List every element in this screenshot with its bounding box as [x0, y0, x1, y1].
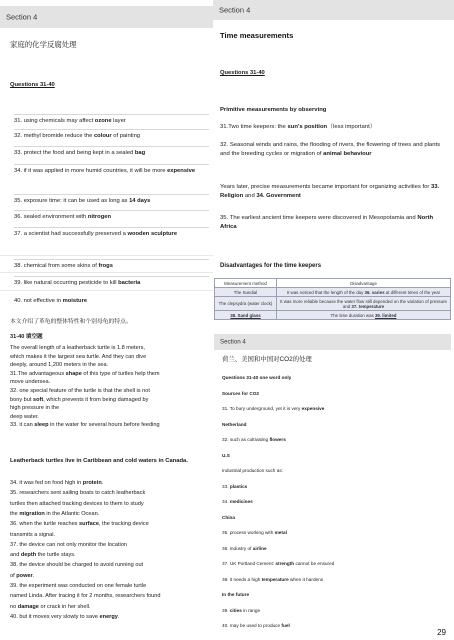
row-divider: [14, 129, 209, 130]
caribbean-line: of power.: [10, 572, 35, 579]
turtle-line: 32. one special feature of the turtle is that the shell is not: [10, 388, 150, 394]
paragraph-32: 32. Seasonal winds and rains, the flooding of rivers, the flowering of trees and plants and the breeding cycles or migration of animal behaviour: [220, 142, 441, 158]
turtle-intro: 本文介绍了革龟的整体特性和个别母龟的特点。: [10, 319, 132, 325]
co2-list-item: 39. cities in range: [222, 607, 261, 613]
row-divider: [14, 114, 209, 115]
section-header-bar-right: [213, 0, 454, 20]
paragraph-years: Years later, precise measurements became important for organizing activities for 33. Religion and 34. Government: [220, 184, 440, 200]
co2-list-item: Sources for CO2: [222, 390, 259, 396]
caribbean-line: 34. it was fed on food high in protein.: [10, 480, 104, 486]
caribbean-line: 39. the experiment was conducted on one female turtle: [10, 583, 147, 589]
row-divider: [14, 164, 209, 165]
disadvantages-table: [214, 278, 451, 320]
caribbean-line: and depth the turtle stays.: [10, 552, 76, 559]
co2-list-item: Industrial production such as:: [222, 468, 283, 473]
page-title: 家庭的化学反腐处理: [10, 40, 77, 49]
question-item: 38. chemical from some skins of frogs: [14, 263, 113, 269]
paragraph-31: 31.Two time keepers: the sun's position（less important）: [220, 124, 376, 130]
co2-list-item: 36. industry of airline: [222, 545, 267, 551]
turtle-line: move undersea.: [10, 379, 51, 386]
page-number: 29: [437, 628, 446, 637]
table-row: [215, 311, 451, 320]
table-cell-method: The Sundial: [215, 288, 277, 297]
time-measurements-title: Time measurements: [220, 31, 294, 40]
row-divider: [0, 290, 213, 291]
turtle-line: 33. it can sleep in the water for several hours before feeding: [10, 422, 160, 429]
co2-list-item: 35. process working with metal: [222, 530, 287, 535]
row-divider: [14, 259, 209, 260]
caribbean-line: 35. researchers sent sailing boats to catch leatherback: [10, 490, 146, 497]
table-header-row: [215, 279, 451, 288]
table-header-method: Measurement method: [215, 279, 277, 288]
co2-section-bar: [214, 334, 451, 350]
caribbean-line: 37. the device can not only monitor the location: [10, 541, 127, 548]
section-label-right: Section 4: [219, 5, 251, 15]
table-row: [215, 297, 451, 311]
turtle-line: 31.The advantageous shape of this type of turtles help them: [10, 370, 160, 377]
co2-list-item: 37. UK Portland Cement: strength cannot be ensured: [222, 561, 335, 566]
turtle-line: deep water.: [10, 413, 39, 420]
table-cell-disadvantage: The time duration was 39. limited: [277, 311, 451, 320]
question-item: 39. like natural occurring pesticide to kill bacteria: [14, 280, 141, 286]
question-item: 32. methyl bromide reduce the colour of painting: [14, 133, 141, 139]
caribbean-line: 36. when the turtle reaches surface, the tracking device: [10, 521, 149, 528]
caribbean-line: transmits a signal.: [10, 531, 56, 538]
co2-list-item: 32. such as cultivating flowers: [222, 437, 286, 442]
co2-list-item: 33. plastics: [222, 483, 248, 489]
caribbean-line: the migration in the Atlantic Ocean.: [10, 510, 100, 517]
question-item: 40. not effective in moisture: [14, 298, 88, 304]
co2-list-item: 38. it needs a high temperature when it hardens: [222, 576, 324, 582]
row-divider: [14, 210, 209, 211]
co2-list-item: 31. To bury underground, yet it is very expensive: [222, 406, 325, 411]
question-item: 35. exposure time: it can be used as long as 14 days: [14, 198, 151, 204]
caribbean-line: 40. but it moves very slowly to save energy.: [10, 613, 120, 620]
caribbean-heading: Leatherback turtles live in Caribbean and cold waters in Canada.: [10, 458, 188, 464]
co2-title: 荷兰、美国和中国对CO2的处理: [222, 356, 312, 363]
co2-list-item: Questions 31-40 one word only: [222, 375, 292, 380]
co2-list-item: 40. may be used to produce fuel: [222, 623, 290, 628]
question-item: 37. a scientist had successfully preserved a wooden sculpture: [14, 231, 178, 237]
question-item: 33. protect the food and being kept in a sealed bag: [14, 150, 146, 156]
row-divider: [14, 194, 209, 195]
turtle-line: high pressure in the: [10, 405, 60, 412]
question-item: 31. using chemicals may affect ozone layer: [14, 118, 126, 124]
co2-list-item: Netherland: [222, 421, 247, 427]
row-divider: [14, 227, 209, 228]
turtle-line: bony but soft, which prevents it from being damaged by: [10, 396, 149, 403]
table-header-disadvantage: Disadvantage: [277, 279, 451, 288]
table-cell-disadvantage: It was more reliable because the water flow still depended on the variation of pressure and 37. temperature: [277, 297, 451, 311]
turtle-line: The overall length of a leatherback turtle is 1.8 meters,: [10, 345, 145, 351]
disadvantages-heading: Disadvantages for the time keepers: [220, 263, 322, 269]
co2-list-item: China: [222, 514, 236, 520]
caribbean-line: no damage or crack in her shell.: [10, 603, 91, 610]
table-cell-method: 38. Sand glass: [215, 311, 277, 320]
co2-list-item: 34. medicines: [222, 499, 253, 504]
question-item: 36. sealed environment with nitrogen: [14, 214, 111, 220]
caribbean-line: 38. the device should be charged to avoid running out: [10, 562, 144, 569]
caribbean-line: named Linda. After tracing it for 2 months, researchers found: [10, 593, 161, 600]
row-divider: [0, 272, 213, 273]
co2-list-item: In the future: [222, 592, 250, 597]
questions-heading-right: Questions 31-40: [220, 70, 265, 76]
section-header-bar: [0, 6, 213, 28]
table-cell-disadvantage: It was noticed that the length of the day 36. varies at different times of the year: [277, 288, 451, 297]
table-row: [215, 288, 451, 297]
turtle-line: deeply, around 1,200 meters in the sea.: [10, 362, 109, 369]
row-divider: [14, 146, 209, 147]
left-column: [0, 0, 213, 640]
row-divider: [14, 276, 209, 277]
caribbean-line: turtles then attached tracking devices to them to study: [10, 500, 144, 507]
table-cell-method: The clepsydra (water clock): [215, 297, 277, 311]
co2-section-label: Section 4: [220, 338, 246, 346]
co2-list-item: U.S: [222, 452, 230, 458]
co2-section-panel: [214, 322, 451, 640]
section-label: Section 4: [6, 12, 38, 22]
turtle-line: which makes it the largest sea turtle. And they can dive: [10, 353, 147, 360]
primitive-heading: Primitive measurements by observing: [220, 107, 327, 113]
paragraph-35: 35. The earliest ancient time keepers were discovered in Mesopotamia and North Africa: [220, 215, 434, 231]
question-item: 34. if it was applied in more humid countries, it will be more expensive: [14, 168, 196, 174]
questions-heading: Questions 31-40: [10, 82, 55, 88]
row-divider: [0, 255, 213, 256]
turtle-subheading: 31-40 填空题: [10, 334, 43, 340]
